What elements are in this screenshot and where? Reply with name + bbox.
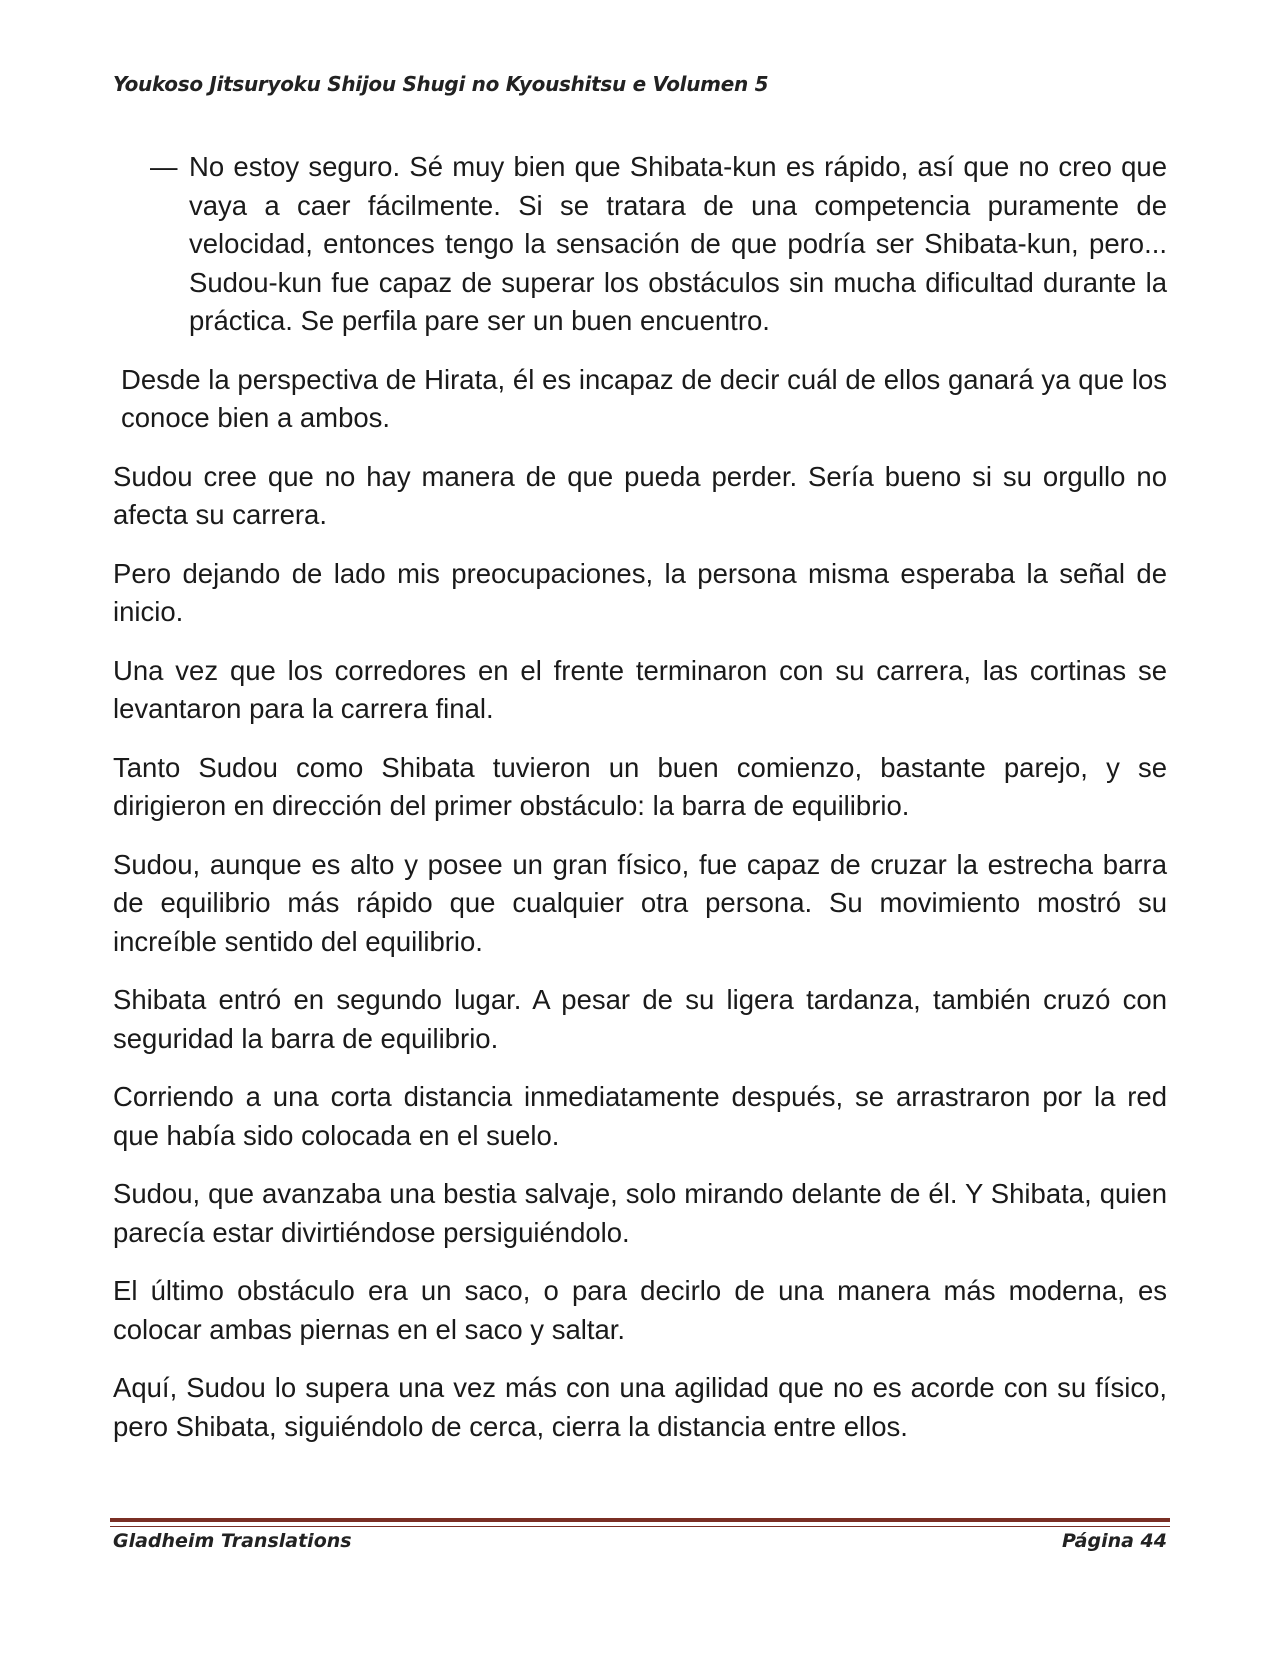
paragraph: Una vez que los corredores en el frente terminaron con su carrera, las cortinas se levantaron para la carrera final. [113, 654, 1167, 724]
footer-divider [110, 1518, 1170, 1522]
paragraph: Aquí, Sudou lo supera una vez más con una agilidad que no es acorde con su físico, pero Shibata, siguiéndolo de cerca, cierra la distancia entre ellos. [113, 1372, 1167, 1442]
paragraph: El último obstáculo era un saco, o para decirlo de una manera más moderna, es colocar ambas piernas en el saco y saltar. [113, 1275, 1167, 1345]
paragraph: Sudou cree que no hay manera de que pueda perder. Sería bueno si su orgullo no afecta su carrera. [113, 460, 1167, 530]
paragraph: Tanto Sudou como Shibata tuvieron un buen comienzo, bastante parejo, y se dirigieron en dirección del primer obstáculo: la barra de equilibrio. [113, 751, 1167, 821]
footer-divider-thin [110, 1526, 1170, 1527]
footer-translator: Gladheim Translations [113, 1530, 352, 1552]
paragraph: Shibata entró en segundo lugar. A pesar de su ligera tardanza, también cruzó con seguridad la barra de equilibrio. [113, 984, 1167, 1054]
running-header: Youkoso Jitsuryoku Shijou Shugi no Kyoushitsu e Volumen 5 [113, 72, 769, 96]
paragraph: Pero dejando de lado mis preocupaciones, la persona misma esperaba la señal de inicio. [113, 557, 1167, 627]
paragraph: Sudou, aunque es alto y posee un gran físico, fue capaz de cruzar la estrecha barra de equilibrio más rápido que cualquier otra persona. Su movimiento mostró su increíble sentido del equilibrio. [113, 848, 1167, 957]
dialogue-block [113, 148, 1167, 341]
page-body [113, 148, 1167, 1466]
dialogue-text: No estoy seguro. Sé muy bien que Shibata-kun es rápido, así que no creo que vaya a caer fácilmente. Si se tratara de una competencia puramente de velocidad, entonces tengo la sensación de que podría ser Shibata-kun, pero... Sudou-kun fue capaz de superar los obstáculos sin mucha dificultad durante la práctica. Se perfila pare ser un buen encuentro. [189, 151, 1167, 336]
paragraph: Corriendo a una corta distancia inmediatamente después, se arrastraron por la red que había sido colocada en el suelo. [113, 1081, 1167, 1151]
dialogue-dash: — [150, 151, 178, 182]
paragraph: Desde la perspectiva de Hirata, él es incapaz de decir cuál de ellos ganará ya que los conoce bien a ambos. [121, 363, 1167, 433]
paragraph: Sudou, que avanzaba una bestia salvaje, solo mirando delante de él. Y Shibata, quien parecía estar divirtiéndose persiguiéndolo. [113, 1178, 1167, 1248]
page-number: Página 44 [1061, 1530, 1167, 1552]
